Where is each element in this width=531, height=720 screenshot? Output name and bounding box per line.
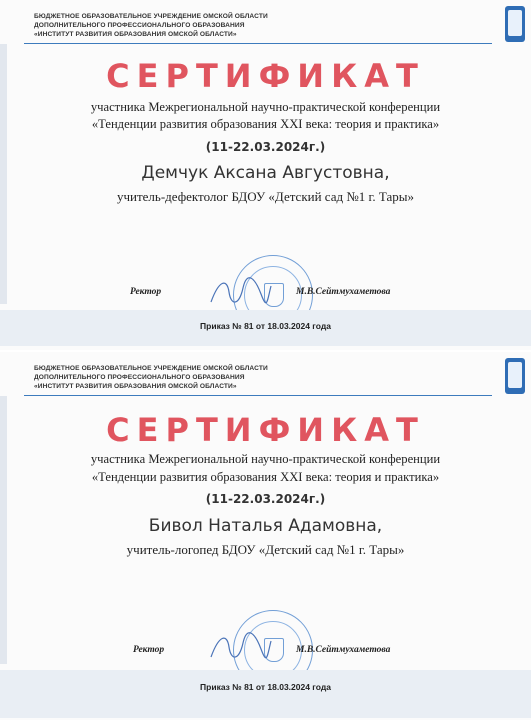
recipient-position: учитель-логопед БДОУ «Детский сад №1 г. Тары» <box>126 542 405 557</box>
recipient-position: учитель-дефектолог БДОУ «Детский сад №1 г. Тары» <box>116 189 415 204</box>
certificate-1 <box>0 0 531 350</box>
footer-band <box>0 670 531 718</box>
institute-logo-icon <box>505 358 525 394</box>
org-line-2: ДОПОЛНИТЕЛЬНОГО ПРОФЕССИОНАЛЬНОГО ОБРАЗОВАНИЯ <box>34 22 245 29</box>
conference-dates: (11-22.03.2024г.) <box>205 492 326 506</box>
conference-title: «Тенденции развития образования XXI века: теория и практика» <box>91 470 440 484</box>
participant-line: участника Межрегиональной научно-практической конференции <box>90 100 441 114</box>
organization-name <box>34 364 268 391</box>
org-line-1: БЮДЖЕТНОЕ ОБРАЗОВАТЕЛЬНОЕ УЧРЕЖДЕНИЕ ОМСКОЙ ОБЛАСТИ <box>34 365 268 372</box>
signatory-name: М.В.Сейтмухаметова <box>296 287 391 297</box>
rector-label: Ректор <box>130 287 162 297</box>
signatory-name: М.В.Сейтмухаметова <box>296 645 391 655</box>
recipient-name: Бивол Наталья Адамовна, <box>148 516 383 536</box>
rector-label: Ректор <box>133 645 165 655</box>
conference-title: «Тенденции развития образования XXI века: теория и практика» <box>91 117 440 131</box>
certificate-title: СЕРТИФИКАТ <box>106 411 425 449</box>
org-line-3: «ИНСТИТУТ РАЗВИТИЯ ОБРАЗОВАНИЯ ОМСКОЙ ОБЛАСТИ» <box>34 31 237 38</box>
org-line-2: ДОПОЛНИТЕЛЬНОГО ПРОФЕССИОНАЛЬНОГО ОБРАЗОВАНИЯ <box>34 374 245 381</box>
conference-dates: (11-22.03.2024г.) <box>205 140 326 154</box>
signature-icon <box>205 627 275 667</box>
institute-logo-icon <box>505 6 525 42</box>
certificate-2 <box>0 352 531 720</box>
organization-name <box>34 12 268 39</box>
recipient-name: Демчук Аксана Августовна, <box>141 163 390 183</box>
order-reference: Приказ № 81 от 18.03.2024 года <box>200 682 331 692</box>
order-reference: Приказ № 81 от 18.03.2024 года <box>200 321 331 331</box>
org-line-1: БЮДЖЕТНОЕ ОБРАЗОВАТЕЛЬНОЕ УЧРЕЖДЕНИЕ ОМСКОЙ ОБЛАСТИ <box>34 13 268 20</box>
org-line-3: «ИНСТИТУТ РАЗВИТИЯ ОБРАЗОВАНИЯ ОМСКОЙ ОБЛАСТИ» <box>34 383 237 390</box>
signature-icon <box>205 272 275 312</box>
certificate-title: СЕРТИФИКАТ <box>106 57 425 95</box>
participant-line: участника Межрегиональной научно-практической конференции <box>90 452 441 466</box>
